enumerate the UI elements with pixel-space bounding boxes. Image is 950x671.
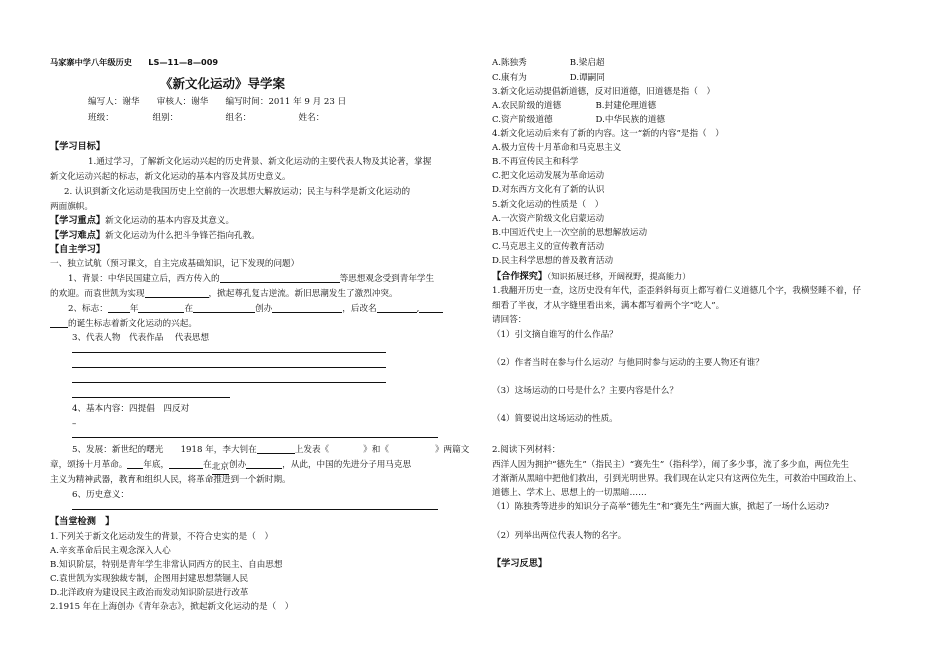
background-text: ，掀起尊孔复古逆流。新旧思潮发生了激烈冲突。 [208, 289, 398, 299]
blank[interactable] [138, 302, 184, 313]
exercise-2-q1: （1）陈独秀等进步的知识分子高举“德先生”和“赛先生”两面大旗，掀起了一场什么运动? [492, 502, 830, 512]
difficulty [50, 229, 260, 243]
page-title: 《新文化运动》导学案 [160, 76, 286, 91]
background-line-2 [50, 287, 398, 301]
exercise-1-prompt: 请回答： [492, 315, 527, 325]
blank[interactable] [145, 287, 209, 298]
option-a: A.辛亥革命后民主观念深入人心 [50, 546, 171, 556]
symbol-text: 创办 [255, 304, 273, 314]
q4-option-b: B.不再宣传民主和科学 [492, 157, 579, 167]
q2-options-ab: A.陈独秀 B.梁启超 [492, 58, 605, 68]
symbol-label: 2、标志： [68, 304, 108, 314]
q2-options-cd: C.康有为 D.谭嗣同 [492, 73, 605, 83]
answer-line[interactable] [72, 382, 386, 383]
q5-option-a: A.一次资产阶级文化启蒙运动 [492, 214, 605, 224]
answer-line[interactable] [72, 437, 438, 438]
blank[interactable] [257, 443, 295, 454]
question-3: 3.新文化运动提倡新道德，反对旧道德，旧道德是指（ ） [492, 87, 716, 97]
author-info: 编写人：谢华 审核人：谢华 编写时间：2011 年 9 月 23 日 [88, 97, 347, 107]
question-4: 4.新文化运动后来有了新的内容。这一“新的内容”是指（ ） [492, 129, 724, 139]
difficulty-heading: 【学习难点】 [50, 230, 106, 241]
answer-line[interactable] [72, 352, 386, 353]
exercise-2-q2: （2）列举出两位代表人物的名字。 [492, 531, 627, 541]
development-text: 年底， [143, 460, 170, 470]
cooperation-heading: 【合作探究】 [492, 271, 548, 282]
symbol-text: 在 [184, 304, 194, 314]
representatives-label: 3、代表人物 代表作品 代表思想 [72, 333, 210, 343]
exercise-1-q3: （3）这场运动的口号是什么？主要内容是什么？ [492, 386, 678, 396]
symbol-text: 年 [129, 304, 139, 314]
goal-2-line-1: 2. 认识到新文化运动是我国历史上空前的一次思想大解放运动；民主与科学是新文化运动的 [64, 187, 411, 197]
answer-line[interactable] [72, 509, 438, 510]
exercise-1-line-2: 细看了半夜，才从字缝里看出来，满本都写着两个字“吃人”。 [492, 301, 725, 311]
cooperation-heading-line [492, 269, 690, 284]
goal-1-line-1: 1.通过学习，了解新文化运动兴起的历史背景、新文化运动的主要代表人物及其论著，掌握 [88, 157, 432, 167]
self-study-intro: 一、独立试航（预习课文，自主完成基础知识，记下发现的问题） [50, 259, 300, 269]
blank[interactable] [246, 458, 282, 469]
self-study-heading: 【自主学习】 [50, 244, 106, 255]
blank[interactable] [272, 302, 342, 313]
blank[interactable] [108, 302, 130, 313]
development-text: 在 [203, 460, 212, 470]
development-line-1 [72, 443, 469, 457]
blank[interactable] [127, 458, 143, 469]
exercise-1-q2: （2）作者当时在参与什么运动？与他同时参与运动的主要人物还有谁？ [492, 358, 764, 368]
test-heading: 【当堂检测 】 [50, 516, 115, 527]
exercise-1-q4: （4）简要说出这场运动的性质。 [492, 414, 618, 424]
exercise-1-line-1: 1.我翻开历史一查，这历史没有年代，歪歪斜斜每页上都写着仁义道德几个字，我横竖睡不着，仔 [492, 286, 862, 296]
option-b: B.知识阶层，特别是青年学生非常认同西方的民主、自由思想 [50, 560, 283, 570]
background-line-1 [68, 272, 434, 286]
background-label: 1、背景：中华民国建立后，西方传入的 [68, 274, 220, 284]
symbol-text: , [416, 304, 420, 314]
q5-option-d: D.民主科学思想的普及教育活动 [492, 256, 614, 266]
goal-2-line-2: 两面旗帜。 [50, 202, 93, 212]
development-text: 上发表《 [294, 445, 330, 455]
option-d: D.北洋政府为建设民主政治而发动知识阶层进行改革 [50, 588, 249, 598]
q4-option-d: D.对东西方文化有了新的认识 [492, 185, 605, 195]
blank[interactable] [50, 317, 68, 328]
blank[interactable] [416, 302, 443, 314]
blank[interactable] [220, 272, 340, 283]
symbol-line-2 [50, 317, 197, 331]
key-point-heading: 【学习重点】 [50, 215, 106, 226]
goal-1-line-2: 新文化运动兴起的标志，新文化运动的基本内容及其历史意义。 [50, 172, 291, 182]
material-line-1: 西洋人因为拥护“德先生”（指民主）“赛先生”（指科学），闹了多少事，流了多少血，两位先生 [492, 460, 850, 470]
background-text: 等思想观念受到青年学生 [339, 274, 435, 284]
learning-goals-heading: 【学习目标】 [50, 141, 106, 152]
symbol-text: ，后改名 [342, 304, 377, 314]
answer-line[interactable] [72, 367, 386, 368]
option-c: C.袁世凯为实现独裁专制，企图用封建思想禁锢人民 [50, 574, 249, 584]
q5-option-c: C.马克思主义的宣传教育活动 [492, 242, 605, 252]
cooperation-note: （知识拓展迁移，开阔视野，提高能力） [547, 271, 691, 281]
background-text: 的欢迎。而袁世凯为实现 [50, 289, 145, 299]
blank[interactable] [169, 458, 203, 469]
q4-option-a: A.极力宣传十月革命和马克思主义 [492, 143, 622, 153]
development-text: 》两篇文 [434, 445, 470, 455]
material-line-2: 才渐渐从黑暗中把他们救出，引到光明世界。我们现在认定只有这两位先生，可救治中国政治上、 [492, 474, 862, 484]
student-info: 班级： 组别： 组名： 姓名： [88, 113, 325, 123]
exercise-1-q1: （1）引文摘自谁写的什么作品？ [492, 330, 618, 340]
significance-label: 6、历史意义： [72, 490, 130, 500]
material-line-3: 道德上、学术上、思想上的一切黑暗…… [492, 488, 647, 498]
key-point [50, 214, 234, 228]
difficulty-text: 新文化运动为什么把斗争锋芒指向孔教。 [105, 231, 260, 241]
development-text: 北京 [212, 460, 229, 475]
key-point-text: 新文化运动的基本内容及其意义。 [105, 216, 235, 226]
answer-line[interactable] [72, 397, 230, 398]
development-text: 5、发展：新世纪的曙光 1918 年，李大钊在 [72, 445, 257, 455]
q3-options-cd: C.资产阶级道德 D.中华民族的道德 [492, 115, 666, 125]
development-line-3: 主义为精神武器，教育和组织人民，将革命推进到一个新时期。 [50, 475, 291, 485]
q4-option-c: C.把文化运动发展为革命运动 [492, 171, 605, 181]
exercise-2: 2.阅读下列材料： [492, 445, 561, 455]
school-header: 马家寨中学八年级历史 LS—11—8—009 [50, 57, 219, 67]
reflection-heading: 【学习反思】 [492, 558, 548, 569]
q5-option-b: B.中国近代史上一次空前的思想解放运动 [492, 228, 648, 238]
symbol-text: 的诞生标志着新文化运动的兴起。 [68, 319, 197, 329]
blank[interactable] [377, 302, 417, 313]
question-2: 2.1915 年在上海创办《青年杂志》，掀起新文化运动的是（ ） [50, 602, 294, 612]
question-1: 1.下列关于新文化运动发生的背景，不符合史实的是（ ） [50, 532, 274, 542]
dash-mark: – [72, 419, 77, 429]
development-text: 》和《 [363, 445, 389, 455]
development-text: 章，颂扬十月革命。 [50, 460, 128, 470]
development-text: ，从此，中国的先进分子用马克思 [282, 460, 412, 470]
question-5: 5.新文化运动的性质是（ ） [492, 200, 604, 210]
symbol-line [68, 302, 443, 316]
content-label: 4、基本内容：四提倡 四反对 [72, 404, 190, 414]
blank[interactable] [193, 302, 255, 313]
q3-options-ab: A.农民阶级的道德 B.封建伦理道德 [492, 101, 657, 111]
development-text: 创办 [228, 460, 247, 470]
